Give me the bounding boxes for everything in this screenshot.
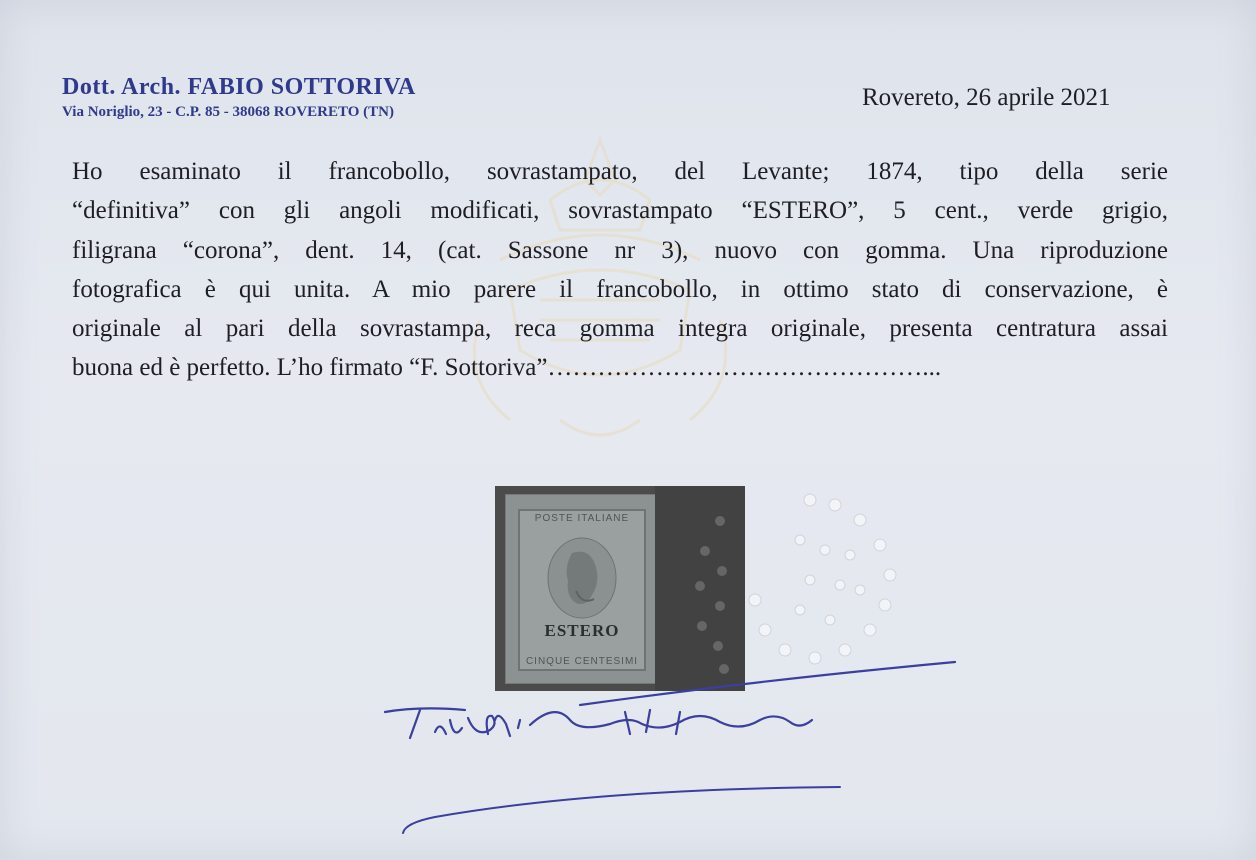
perforation-hole xyxy=(700,546,710,556)
body-line: filigrana “corona”, dent. 14, (cat. Sassone nr 3), nuovo con gomma. Una riproduzione xyxy=(72,236,1168,264)
stamp-top-text: POSTE ITALIANE xyxy=(534,513,630,524)
certificate-body xyxy=(72,152,1168,388)
perforation-hole xyxy=(697,621,707,631)
sender-block xyxy=(62,74,416,121)
stamp-bottom-text: CINQUE CENTESIMI xyxy=(525,656,639,667)
handwritten-signature xyxy=(380,650,970,750)
body-line: “definitiva” con gli angoli modificati, sovrastampato “ESTERO”, 5 cent., verde grigio, xyxy=(72,197,1168,225)
stamp-overprint: ESTERO xyxy=(544,621,620,640)
perforation-hole xyxy=(715,601,725,611)
body-line: originale al pari della sovrastampa, reca gomma integra originale, presenta centratura assai xyxy=(72,315,1168,343)
king-portrait-icon xyxy=(542,533,622,623)
body-line: Ho esaminato il francobollo, sovrastampato, del Levante; 1874, tipo della serie xyxy=(72,158,1168,185)
perforation-hole xyxy=(717,566,727,576)
stamp-frame xyxy=(518,509,646,671)
perforation-hole xyxy=(715,516,725,526)
body-line: buona ed è perfetto. L’ho firmato “F. Sottoriva”………………………………………... xyxy=(72,354,942,382)
signature-underline xyxy=(395,775,845,845)
perforation-hole xyxy=(695,581,705,591)
sender-name: Dott. Arch. FABIO SOTTORIVA xyxy=(62,74,416,100)
body-line: fotografica è qui unita. A mio parere il francobollo, in ottimo stato di conservazione, è xyxy=(72,275,1168,303)
certificate-date: Rovereto, 26 aprile 2021 xyxy=(862,84,1111,111)
sender-address: Via Noriglio, 23 - C.P. 85 - 38068 ROVERETO (TN) xyxy=(62,104,394,120)
